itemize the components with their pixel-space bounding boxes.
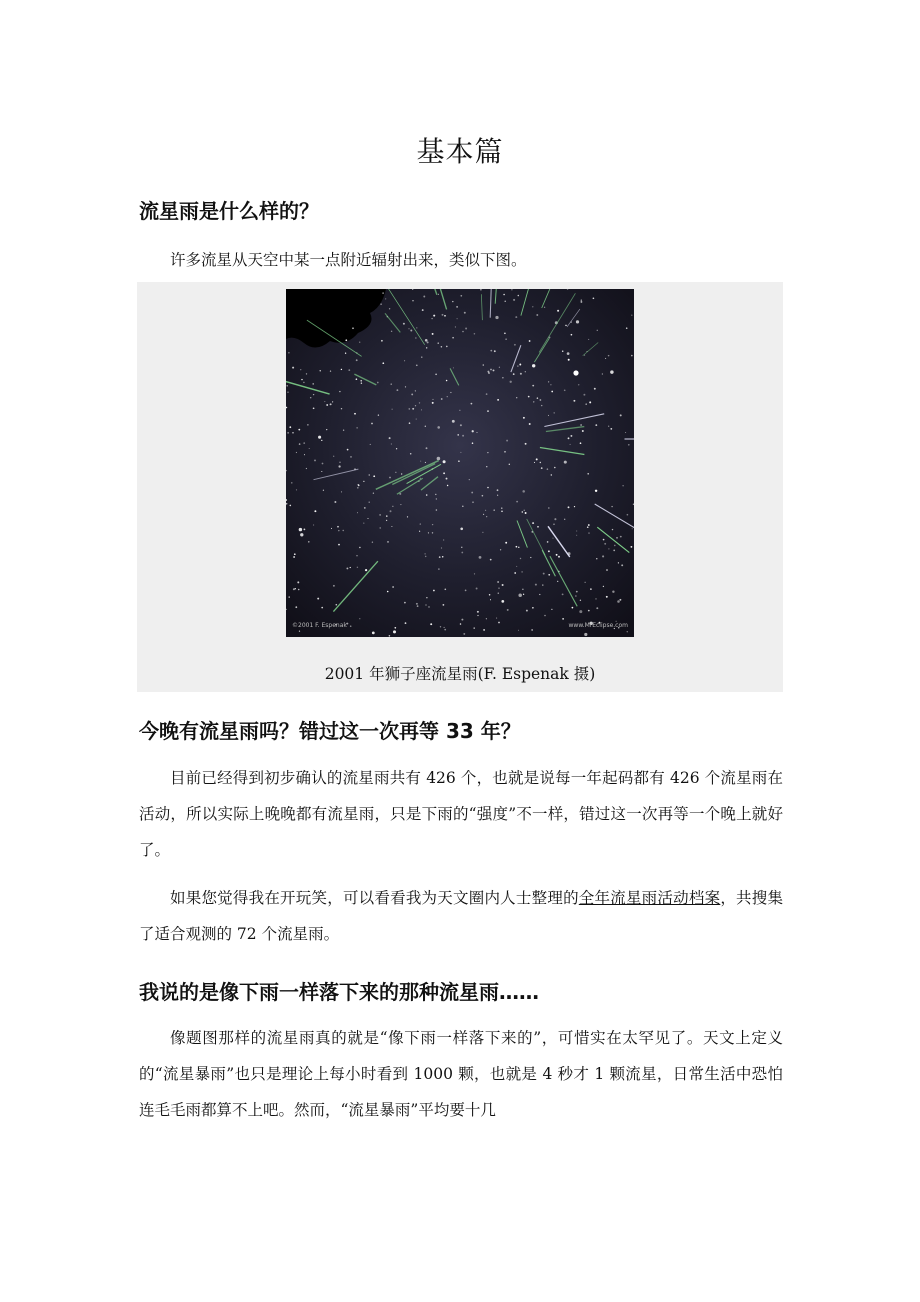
archive-link[interactable]: 全年流星雨活动档案 (578, 889, 721, 907)
meteor-shower-photo (286, 289, 634, 637)
archive-text-before: 如果您觉得我在开玩笑，可以看看我为天文圈内人士整理的 (170, 889, 579, 907)
section-heading-rain-like: 我说的是像下雨一样落下来的那种流星雨…… (139, 980, 539, 1004)
photo-watermark-left: ©2001 F. Espenak (292, 622, 347, 629)
photo-watermark-right: www.MrEclipse.com (568, 622, 628, 629)
intro-paragraph: 许多流星从天空中某一点附近辐射出来，类似下图。 (170, 251, 527, 269)
paragraph-426-showers: 目前已经得到初步确认的流星雨共有 426 个，也就是说每一年起码都有 426 个流星雨在活动，所以实际上晚晚都有流星雨，只是下雨的“强度”不一样，错过这一次再等一个晚上就好了。 (139, 769, 783, 859)
figure-caption: 2001 年狮子座流星雨(F. Espenak 摄) (324, 665, 596, 683)
section-heading-tonight: 今晚有流星雨吗？错过这一次再等 33 年？ (139, 719, 521, 743)
paragraph-archive (139, 880, 783, 952)
section-heading-what-is-meteor-shower: 流星雨是什么样的？ (139, 199, 319, 223)
archive-text-after: ，共搜集了适合观测的 72 个流星雨。 (139, 889, 783, 943)
paragraph-meteor-storm: 像题图那样的流星雨真的就是“像下雨一样落下来的”，可惜实在太罕见了。天文上定义的“流星暴雨”也只是理论上每小时看到 1000 颗，也就是 4 秒才 1 颗流星，日常生活中恐怕连毛毛雨都算不上吧。然而，“流星暴雨”平均要十几 (139, 1029, 783, 1119)
figure-box (137, 282, 783, 692)
page-title: 基本篇 (416, 135, 504, 168)
